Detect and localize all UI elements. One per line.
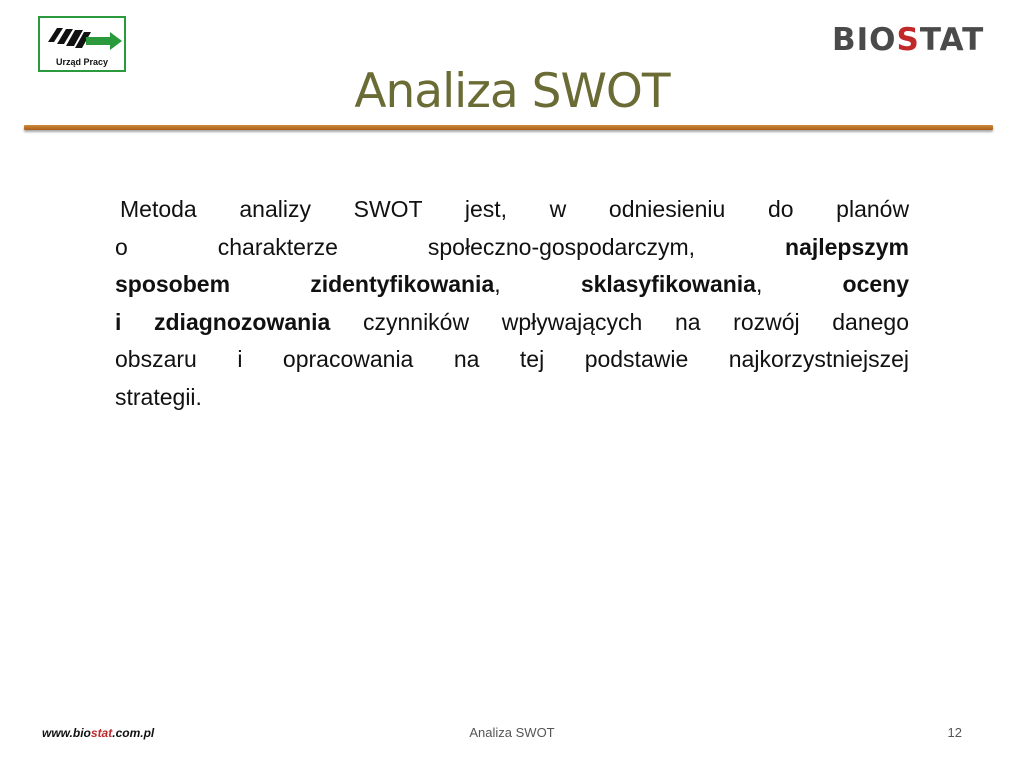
biostat-logo [832,22,1000,56]
word: na [453,346,480,372]
biostat-logo-tat: TAT [919,22,985,56]
word: tej [519,346,545,372]
word: analizy [239,196,311,222]
punctuation: , [755,271,763,297]
word: obszaru [115,346,197,372]
word: opracowania [282,346,414,372]
emphasized-word: zidentyfikowania [310,271,495,297]
word: do [767,196,794,222]
word: planów [836,196,910,222]
punctuation: , [494,271,501,297]
paragraph-line [115,266,909,304]
word: społeczno-gospodarczym, [427,233,696,260]
emphasized-word: oceny [842,271,910,297]
paragraph-line [115,191,909,229]
word: na [674,308,701,335]
urzad-pracy-logo-icon [46,22,122,58]
word: o [115,233,128,260]
paragraph-line [115,304,909,342]
word: jest, [464,196,508,222]
word: najkorzystniejszej [728,346,909,372]
paragraph-line [115,341,909,379]
slide-title: Analiza SWOT [354,64,670,119]
footer-url-part-3: .com.pl [112,726,155,740]
word: podstawie [584,346,689,372]
biostat-logo-bio: BIO [832,22,897,56]
title-divider [24,125,993,130]
word: w [549,196,567,222]
svg-text:BIOSTAT [832,22,984,56]
emphasized-word: sklasyfikowania [580,271,756,297]
emphasized-word: najlepszym [785,233,910,260]
word: odniesieniu [608,196,726,222]
biostat-logo-s: S [896,22,920,56]
word: wpływających [501,308,643,335]
body-paragraph [115,191,909,416]
footer-title: Analiza SWOT [469,725,555,740]
slide-number: 12 [947,725,962,740]
footer-url-part-1: www.bio [42,726,91,740]
urzad-pracy-caption: Urząd Pracy [55,57,109,67]
word: i [237,346,243,372]
word: SWOT [353,196,423,222]
footer-url-part-2: stat [90,726,113,740]
word: charakterze [217,233,338,260]
paragraph-line [115,379,909,417]
emphasized-word: i zdiagnozowania [115,308,331,335]
paragraph-line [115,229,909,267]
emphasized-word: sposobem [115,271,231,297]
word: czynników [362,308,470,335]
word: strategii. [115,383,202,410]
word: Metoda [120,196,197,222]
word: rozwój [733,308,800,335]
word: danego [832,308,910,335]
